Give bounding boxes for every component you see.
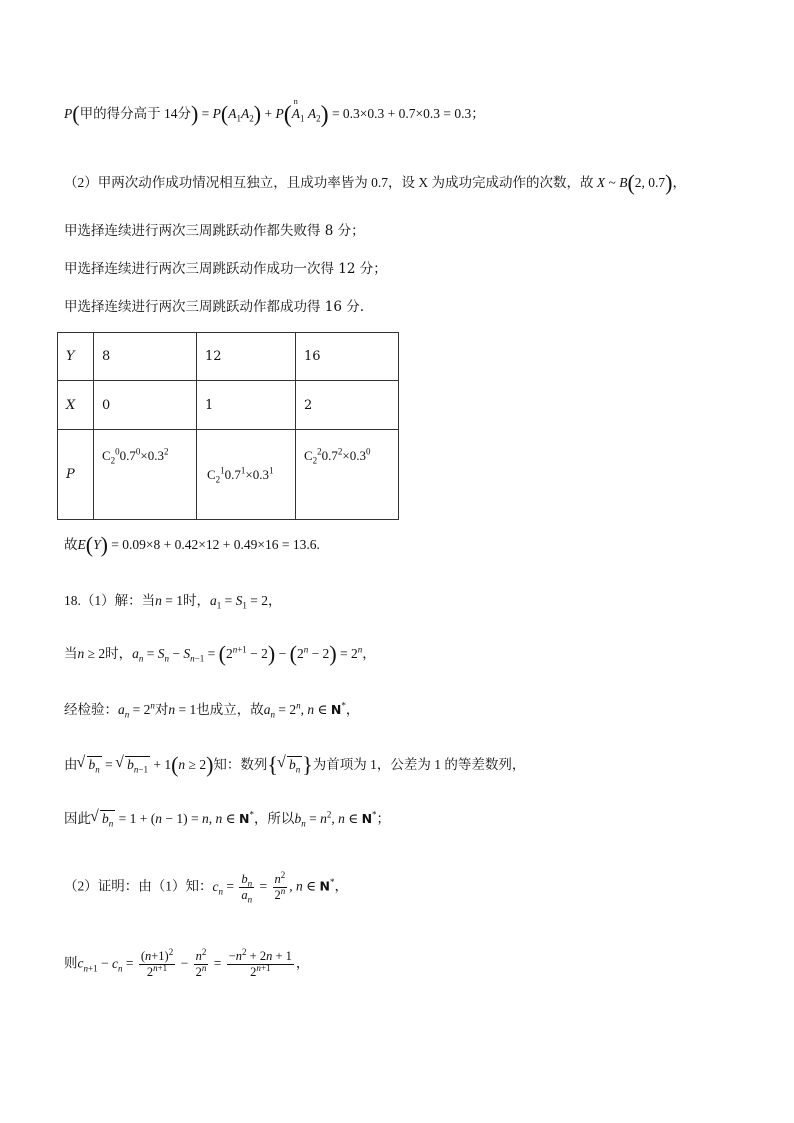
prob-event-text: 甲的得分高于 14分 <box>79 106 191 121</box>
when-word: 当 <box>64 646 78 661</box>
cell-y-1: 12 <box>197 333 296 381</box>
cell-x-2: 2 <box>296 381 399 430</box>
q18-sqrt-relation: 由√ $b_n$ = √ $b_{n-1} + 1(n \ge 2)$知：数列{√ $b_n$}为首项为 1，公差为 1 的等差数列， <box>64 755 525 775</box>
cell-p-0: $C_2^00.7^0\times 0.3^2$ <box>94 430 197 520</box>
cell-y-2: 16 <box>296 333 399 381</box>
from-word: 由 <box>64 757 78 772</box>
part2-text: （2）甲两次动作成功情况相互独立，且成功率皆为 0.7，设 X 为成功完成动作的次数，故 <box>64 175 594 190</box>
verify-word: 经检验： <box>64 702 118 717</box>
cell-x-1: 1 <box>197 381 296 430</box>
cell-p-1: $C_2^10.7^1\times 0.3^1$ <box>197 430 296 520</box>
when-suffix: 时， <box>105 646 133 661</box>
cell-y-0: 8 <box>94 333 197 381</box>
arith-seq-desc: 为首项为 1，公差为 1 的等差数列， <box>312 757 526 772</box>
header-p: P <box>58 430 94 520</box>
cell-p-2: $C_2^20.7^2\times 0.3^0$ <box>296 430 399 520</box>
expectation-value: 13.6 <box>292 537 317 552</box>
hence-word: 因此 <box>64 811 91 826</box>
q18-difference: 则$c_{n+1} - c_n$ = $\frac{(n+1)^2}{2^{n+1}}$ − $\frac{n^2}{2^n}$ = $\frac{-n^2 + 2n + 1}{2^{n+1}}$ ， <box>64 946 310 979</box>
q18-part2-cn: （2）证明：由（1）知：$c_n$ = $\frac{b_n}{a_n}$ = $\frac{n^2}{2^n}$ , n ∈ N*， <box>64 869 348 905</box>
then-word: 则 <box>64 955 78 971</box>
q18-bn-result: 因此√ $b_n = 1 + (n - 1) = n$, n ∈ N*，所以$b_n = n^2$, n ∈ N*； <box>64 809 390 829</box>
verify-holds: 也成立，故 <box>196 702 264 717</box>
expectation-line: 故E(Y) = 0.09×8 + 0.42×12 + 0.49×16 = 13.6. <box>64 532 320 557</box>
therefore-word: 故 <box>64 537 78 552</box>
know-sequence: 知：数列 <box>213 757 268 772</box>
part2-intro: （2）甲两次动作成功情况相互独立，且成功率皆为 0.7，设 X 为成功完成动作的次数，故 X ~ B(2, 0.7)， <box>64 170 686 195</box>
so-word: ，所以 <box>253 811 295 826</box>
q18-verify: 经检验：$a_n = 2^n$对n = 1也成立，故$a_n = 2^n$, n ∈ N*， <box>64 700 360 720</box>
cell-x-0: 0 <box>94 381 197 430</box>
prob-line-1: P(甲的得分高于 14分) = $P(A_1A_2) + P(A$ n $_1$ $A_2) = 0.3\times 0.3 + 0.7\times 0.3 = 0.3$； <box>64 97 485 128</box>
q18-when: 时， <box>183 593 210 608</box>
header-y: Y <box>58 333 94 381</box>
header-x: X <box>58 381 94 430</box>
case-one: 甲选择连续进行两次三周跳跃动作成功一次得 12 分； <box>64 261 387 277</box>
q18-label: 18.（1）解：当 <box>64 593 156 608</box>
proof-label: （2）证明：由（1）知： <box>64 878 213 894</box>
distribution-table <box>57 332 399 520</box>
case-fail: 甲选择连续进行两次三周跳跃动作都失败得 8 分； <box>64 223 365 239</box>
q18-general-term: 当n ≥ 2时，$a_n = S_n - S_{n-1} = (2^{n+1} - 2) - (2^n - 2) = 2^n$， <box>64 641 376 666</box>
verify-for: 对 <box>154 702 169 717</box>
case-both: 甲选择连续进行两次三周跳跃动作都成功得 16 分. <box>64 299 365 315</box>
q18-part1-line: 18.（1）解：当n = 1时，$a_1 = S_1 = 2$， <box>64 593 282 611</box>
